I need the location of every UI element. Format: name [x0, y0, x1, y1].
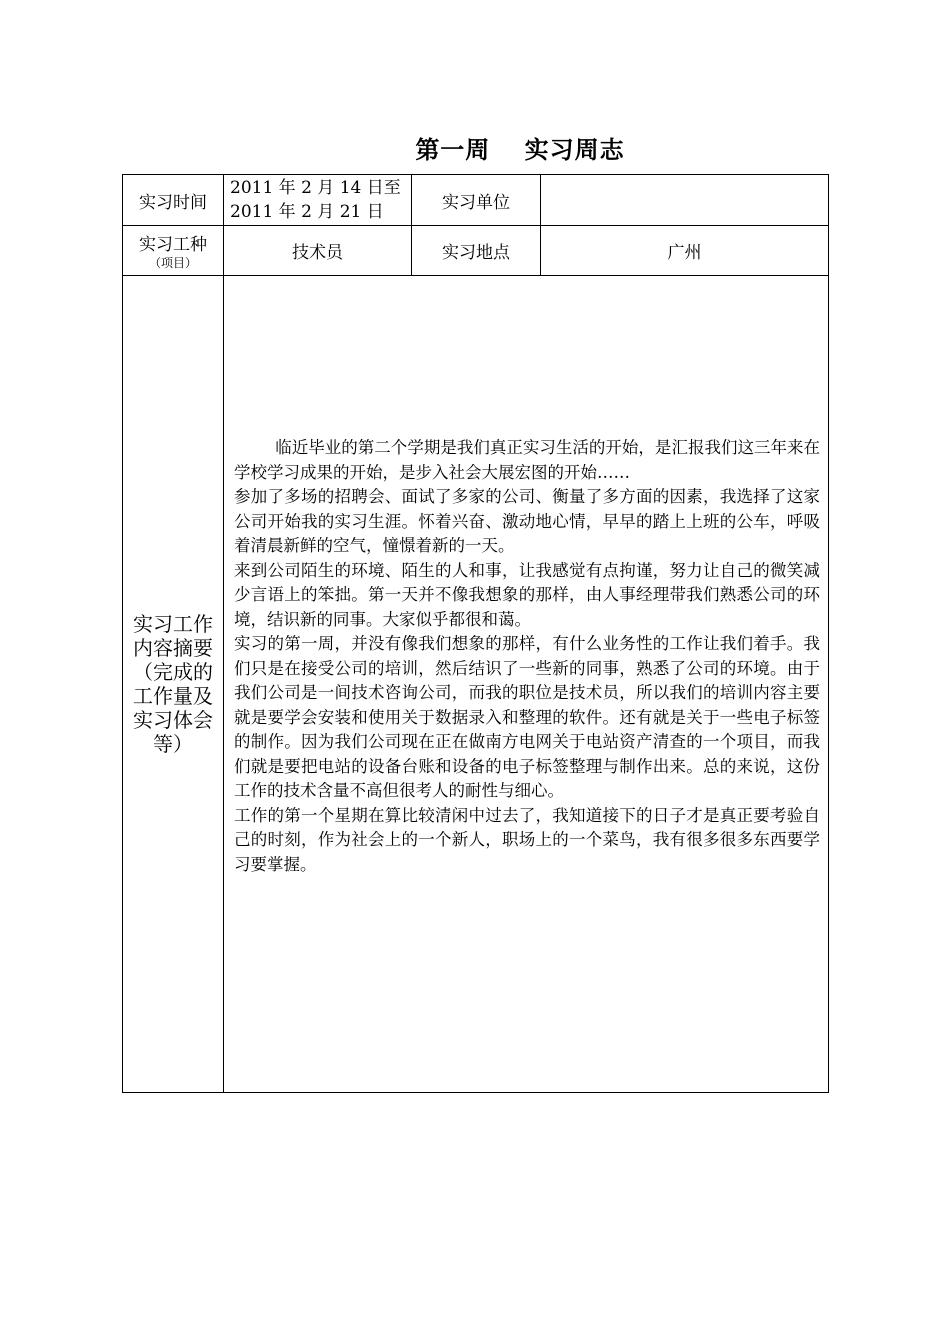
row-summary [123, 276, 829, 1093]
summary-paragraph-3: 来到公司陌生的环境、陌生的人和事，让我感觉有点拘谨，努力让自己的微笑减少言语上的笨拙。第一天并不像我想象的那样，由人事经理带我们熟悉公司的环境，结识新的同事。大家似乎都很和蔼。 [234, 560, 820, 629]
time-value [224, 175, 412, 226]
summary-paragraph-2: 参加了多场的招聘会、面试了多家的公司、衡量了多方面的因素，我选择了这家公司开始我的实习生涯。怀着兴奋、激动地心情，早早的踏上上班的公车，呼吸着清晨新鲜的空气，憧憬着新的一天。 [234, 487, 820, 555]
job-label: 实习工种 [139, 235, 207, 255]
summary-label: 实习工作内容摘要（完成的工作量及实习体会等） [133, 612, 213, 756]
summary-paragraph-5: 工作的第一个星期在算比较清闲中过去了，我知道接下的日子才是真正要考验自己的时刻，作为社会上的一个新人，职场上的一个菜鸟，我有很多很多东西要学习要掌握。 [234, 805, 820, 874]
internship-log-table [122, 174, 829, 1093]
summary-paragraph-4: 实习的第一周，并没有像我们想象的那样，有什么业务性的工作让我们着手。我们只是在接受公司的培训，然后结识了一些新的同事，熟悉了公司的环境。由于我们公司是一间技术咨询公司，而我的职位是技术员，所以我们的培训内容主要就是要学会安装和使用关于数据录入和整理的软件。还有就是关于一些电子标签的制作。因为我们公司现在正在做南方电网关于电站资产清查的一个项目，而我们就是要把电站的设备台账和设备的电子标签整理与制作出来。总的来说，这份工作的技术含量不高但很考人的耐性与细心。 [234, 634, 820, 800]
summary-label-cell [123, 276, 224, 1093]
summary-paragraph-1: 临近毕业的第二个学期是我们真正实习生活的开始，是汇报我们这三年来在学校学习成果的开始，是步入社会大展宏图的开始…… [234, 438, 820, 482]
unit-label: 实习单位 [412, 175, 541, 226]
location-label: 实习地点 [412, 226, 541, 276]
job-value: 技术员 [224, 226, 412, 276]
row-job-location [123, 226, 829, 276]
summary-content [224, 276, 829, 1093]
time-value-line2: 2011 年 2 月 21 日 [230, 202, 384, 222]
job-sublabel: （项目） [148, 256, 197, 270]
location-value: 广州 [541, 226, 829, 276]
unit-value [541, 175, 829, 226]
time-value-line1: 2011 年 2 月 14 日至 [230, 178, 401, 198]
job-label-cell [123, 226, 224, 276]
row-time-unit [123, 175, 829, 226]
time-label: 实习时间 [123, 175, 224, 226]
page-title: 第一周 实习周志 [415, 135, 625, 164]
